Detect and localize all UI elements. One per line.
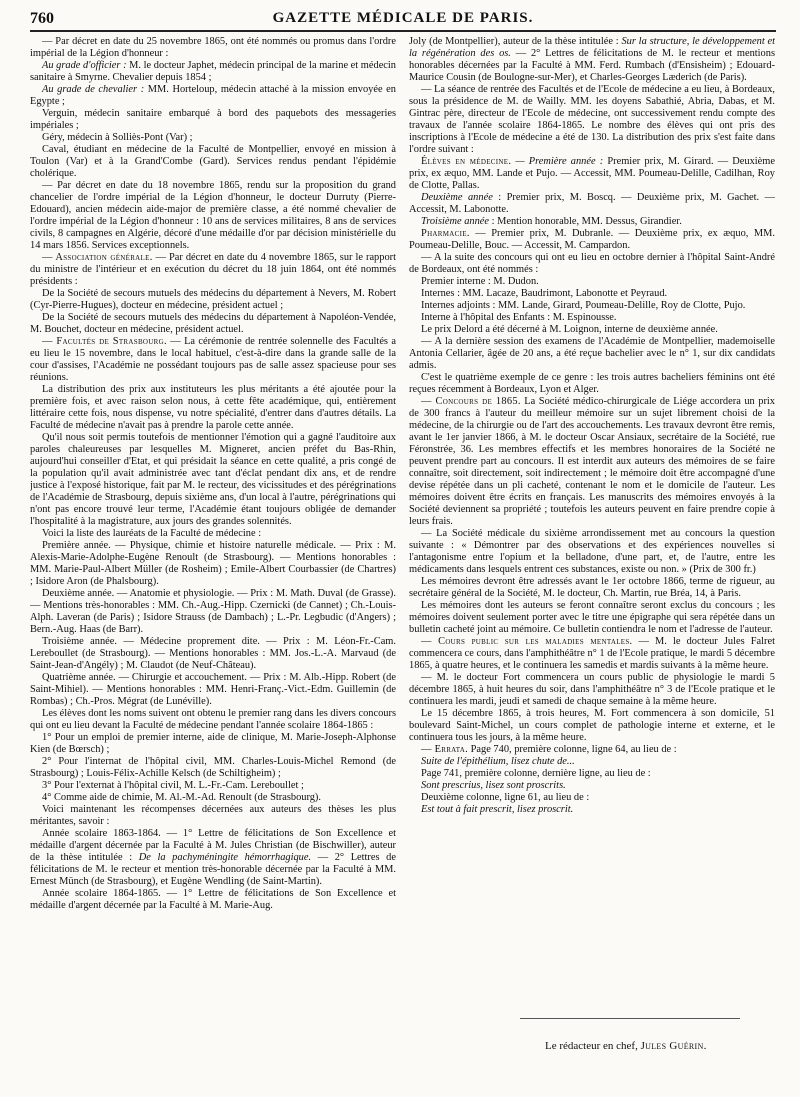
paragraph: Caval, étudiant en médecine de la Faculté de Montpellier, envoyé en mission à Toulon (Var) et à la Grand'Combe (Gard). Services rendus pendant l'épidémie cholérique.	[30, 144, 396, 179]
paragraph: — Par décret en date du 18 novembre 1865, rendu sur la proposition du grand chancelier de l'ordre impérial de la Légion d'honneur, le docteur Durruty (Pierre-Edouard), ancien médecin aide-major de première classe, a été nommé chevalier de l'ordre impérial de la Légion d'honneur : 10 ans de services militaires, 8 ans de services civils, 8 campagnes en Algérie, décoré d'une médaille d'or par décision ministérielle du 14 mars 1856. Services exceptionnels.	[30, 180, 396, 251]
paragraph-text: : Mention honorable, MM. Dessus, Girandier.	[489, 216, 682, 227]
paragraph: — A la dernière session des examens de l'Académie de Montpellier, mademoiselle Antonia Cellarier, âgée de 20 ans, a été reçue bachelier avec le n° 1, sur dix candidats admis.	[409, 336, 775, 371]
thesis-title: De la pachyméningite hémorrhagique.	[138, 852, 312, 863]
paragraph-text: Joly (de Montpellier), auteur de la thèse intitulée :	[409, 36, 622, 47]
page-number: 760	[30, 10, 54, 27]
paragraph: Première année. — Physique, chimie et histoire naturelle médicale. — Prix : M. Alexis-Marie-Adolphe-Eugène Renoult (de Strasbourg). — Mentions honorables : MM. Marie-Paul-Albert Müller (de Rosheim) ; Emile-Albert Courbassier (de Chartres) ; Isidore Aron (de Phalsbourg).	[30, 540, 396, 587]
paragraph	[30, 336, 396, 384]
header-rule	[30, 30, 776, 32]
paragraph	[30, 252, 396, 288]
paragraph: Premier interne : M. Dudon.	[421, 276, 539, 287]
section-heading: — Facultés de Strasbourg.	[42, 336, 167, 347]
paragraph: Le 15 décembre 1865, à trois heures, M. Fort commencera à son domicile, 51 boulevard Saint-Michel, un cours complet de pathologie interne et externe, et le continuera tous les jours, à la même heure.	[409, 708, 775, 743]
paragraph: Année scolaire 1864-1865. — 1° Lettre de félicitations de Son Excellence et médaille d'argent décernée par la Faculté à M. Marie-Aug.	[30, 888, 396, 911]
paragraph-text: — Premier prix, M. Dubranle. — Deuxième prix, ex æquo, MM. Poumeau-Delille, Bouc. — Accessit, M. Campardon.	[409, 228, 775, 251]
paragraph-text: — 2° Lettres de félicitations de M. le recteur et mention très-honorable décernée par la Faculté à MM. Ernest Münch (de Strasbourg), et Eugène Wendling (de Saint-Martin).	[30, 852, 396, 887]
paragraph-text: : Premier prix, M. Boscq. — Deuxième prix, M. Gachet. — Accessit, M. Labonotte.	[409, 192, 775, 215]
paragraph: — A la suite des concours qui ont eu lieu en octobre dernier à l'hôpital Saint-André de Bordeaux, ont été nommés :	[409, 252, 775, 275]
errata-line: Deuxième colonne, ligne 61, au lieu de :	[421, 792, 590, 803]
paragraph	[409, 228, 775, 252]
paragraph	[409, 216, 775, 228]
paragraph: — Par décret en date du 25 novembre 1865, ont été nommés ou promus dans l'ordre impérial de la Légion d'honneur :	[30, 36, 396, 59]
paragraph: — La Société médicale du sixième arrondissement met au concours la question suivante : « Démontrer par des observations et des expériences nouvelles si l'antagonisme entre l'opium et la belladone, d'une part, et, de l'autre, entre les médicaments dans lesquels entrent ces substances, existe ou non. » (Prix de 300 fr.)	[409, 528, 775, 575]
section-heading: — Association générale.	[42, 252, 153, 263]
paragraph: Les mémoires devront être adressés avant le 1er octobre 1866, terme de rigueur, au secrétaire général de la Société, M. le docteur, Ch. Martin, rue Bréa, 14, à Paris.	[409, 576, 775, 599]
paragraph: Deuxième année. — Anatomie et physiologie. — Prix : M. Math. Duval (de Grasse). — Mentions très-honorables : MM. Ch.-Aug.-Hipp. Czernicki (de Cannet) ; Ch.-Louis-Alph. Laveran (de Paris) ; Isidore Strauss (de Dambach) ; L.-Pr. Legbudic (d'Angers) ; Bern.-Aug. Haas (de Barr).	[30, 588, 396, 635]
paragraph-text: — Par décret en date du 4 novembre 1865, sur le rapport du ministre de l'intérieur et en exécution du décret du 18 juin 1864, ont été nommés présidents :	[30, 252, 396, 287]
paragraph	[409, 636, 775, 672]
errata-line: Est tout à fait prescrit, lisez proscrit.	[421, 804, 574, 815]
paragraph: Quatrième année. — Chirurgie et accouchement. — Prix : M. Alb.-Hipp. Robert (de Saint-Mihiel). — Mentions honorables : MM. Henri-Franç.-Vict.-Edm. Guillemin (de Rombas) ; Ch.-Pros. Mégrat (de Lunéville).	[30, 672, 396, 707]
paragraph-text: La Société médico-chirurgicale de Liége accordera un prix de 300 francs à l'auteur du meilleur mémoire sur un sujet librement choisi de la médecine, de la chirurgie ou de l'art des accouchements. Les travaux devront être remis, avant le 1er janvier 1866, à M. le docteur Oscar Ansiaux, secrétaire de la Société, rue Féronstrée, 36. Les membres effectifs et les membres honoraires de la Société ne peuvent prendre part au concours. Il est interdit aux auteurs des mémoires de se faire connaître, soit directement, soit indirectement ; le mémoire doit être accompagné d'une devise répétée dans un pli cacheté, contenant le nom et le domicile de l'auteur. Les mémoires doivent être écrits en français. Les manuscrits des mémoires envoyés à la Société deviennent sa propriété ; toutefois les auteurs peuvent en faire prendre copie à leurs frais.	[409, 396, 775, 527]
paragraph: Géry, médecin à Solliès-Pont (Var) ;	[42, 132, 193, 143]
running-title: GAZETTE MÉDICALE DE PARIS.	[272, 10, 534, 26]
section-subheading: Deuxième année	[421, 192, 493, 203]
paragraph	[30, 828, 396, 888]
right-column	[409, 36, 775, 1086]
paragraph: Internes adjoints : MM. Lande, Girard, Poumeau-Delille, Roy de Clotte, Pujo.	[421, 300, 746, 311]
paragraph: Verguin, médecin sanitaire embarqué à bord des paquebots des messageries impériales ;	[30, 108, 396, 131]
section-heading: Pharmacie.	[421, 228, 470, 239]
paragraph-text: — La cérémonie de rentrée solennelle des Facultés a eu lieu le 15 novembre, dans le local habituel, c'est-à-dire dans la grande salle de la cour d'assises, l'Académie ne possédant toujours pas de salle assez spacieuse pour ses réunions.	[30, 336, 396, 383]
section-heading: — Errata.	[421, 744, 469, 755]
errata-line: Sont prescrius, lisez sont proscrits.	[421, 780, 566, 791]
signature-prefix: Le rédacteur en chef,	[545, 1040, 638, 1052]
paragraph: Les mémoires dont les auteurs se feront connaître seront exclus du concours ; les mémoires doivent seulement porter avec le titre une épigraphe qui sera répétée dans un bulletin cacheté joint au mémoire. Ce bulletin contiendra le nom et l'adresse de l'auteur.	[409, 600, 775, 635]
paragraph: 2° Pour l'internat de l'hôpital civil, MM. Charles-Louis-Michel Remond (de Strasbourg) ; Louis-Félix-Achille Kelsch (de Schiltigheim) ;	[30, 756, 396, 779]
errata-line: Page 741, première colonne, dernière ligne, au lieu de :	[421, 768, 651, 779]
paragraph: De la Société de secours mutuels des médecins du département à Napoléon-Vendée, M. Bouchet, docteur en médecine, président actuel.	[30, 312, 396, 335]
paragraph: Qu'il nous soit permis toutefois de mentionner l'émotion qui a gagné l'auditoire aux paroles chaleureuses par lesquelles M. Migneret, ancien préfet du Bas-Rhin, aujourd'hui conseiller d'Etat, et qui présidait la séance en cette qualité, a pris congé de la population qu'il avait administrée avec tant d'éclat pendant dix ans, et de rendre justice à l'exposé historique, fait par M. le recteur, des vicissitudes et des pérégrinations de l'Académie de Strasbourg, depuis sixième ans, d'un local à l'autre, pérégrinations qui n'ont pas encore trouvé leur terme, l'Académie étant toujours obligée de demander l'hospitalité à la magistrature, aux jours des grandes solennités.	[30, 432, 396, 527]
paragraph: Voici la liste des lauréats de la Faculté de médecine :	[42, 528, 262, 539]
paragraph: De la Société de secours mutuels des médecins du département à Nevers, M. Robert (Cyr-Pierre-Hugues), docteur en médecine, président actuel ;	[30, 288, 396, 311]
paragraph	[30, 60, 396, 84]
paragraph-text: Premier prix, M. Girard. — Deuxième prix, ex æquo, MM. Lande et Pujo. — Accessit, MM. Poumeau-Delille, Cadilhan, Roy de Clotte, Pallas.	[409, 156, 775, 191]
thesis-title: Sur la structure, le développement et la régénération des os.	[409, 36, 775, 59]
errata-line: Suite de l'épithélium, lisez chute de...	[421, 756, 575, 767]
paragraph	[30, 84, 396, 108]
section-heading: Élèves en médecine.	[421, 156, 512, 167]
paragraph	[409, 156, 775, 192]
paragraph: Les élèves dont les noms suivent ont obtenu le premier rang dans les divers concours qui ont eu lieu devant la Faculté de médecine pendant l'année scolaire 1864-1865 :	[30, 708, 396, 731]
paragraph: La distribution des prix aux instituteurs les plus méritants a été ajoutée pour la première fois, et avec raison selon nous, à cette fête académique, qui, entièrement littéraire cette fois, nous dispense, vu notre spécialité, d'entrer dans d'autres détails. La Faculté de médecine n'avait pas à prendre la parole cette année.	[30, 384, 396, 431]
paragraph: 4° Comme aide de chimie, M. Al.-M.-Ad. Renoult (de Strasbourg).	[42, 792, 321, 803]
paragraph: Internes : MM. Lacaze, Baudrimont, Labonotte et Peyraud.	[421, 288, 668, 299]
signature-rule	[520, 1018, 740, 1019]
section-heading: — Cours public sur les maladies mentales.	[421, 636, 633, 647]
paragraph: Voici maintenant les récompenses décernées aux auteurs des thèses les plus méritantes, savoir :	[30, 804, 396, 827]
section-heading: Au grade d'officier :	[42, 60, 127, 71]
paragraph: 1° Pour un emploi de premier interne, aide de clinique, M. Marie-Joseph-Alphonse Kien (de Bœrsch) ;	[30, 732, 396, 755]
paragraph	[409, 744, 775, 756]
paragraph: C'est le quatrième exemple de ce genre : les trois autres bacheliers féminins ont été reçues récemment à Bordeaux, Lyon et Alger.	[409, 372, 775, 395]
page-header	[30, 10, 776, 30]
paragraph-text: Année scolaire 1863-1864. — 1° Lettre de félicitations de Son Excellence et médaille d'argent décernée par la Faculté à M. Jules Christian (de Bischwiller), auteur de la thèse intitulée :	[30, 828, 396, 863]
left-column	[30, 36, 396, 1086]
paragraph	[409, 36, 775, 84]
paragraph: Le prix Delord a été décerné à M. Loignon, interne de deuxième année.	[421, 324, 718, 335]
paragraph: Troisième année. — Médecine proprement dite. — Prix : M. Léon-Fr.-Cam. Lereboullet (de Strasbourg). — Mentions honorables : MM. Jos.-L.-A. Marvaud (de Saint-Jean-d'Angély) ; M. Claudot (de Neuf-Château).	[30, 636, 396, 671]
section-heading: Au grade de chevalier :	[42, 84, 145, 95]
paragraph	[409, 192, 775, 216]
section-heading: — Concours de 1865.	[421, 396, 521, 407]
editor-signature	[545, 1040, 707, 1052]
paragraph-text: — 2° Lettres de félicitations de M. le recteur et mentions honorables décernées par la Faculté à MM. Ferd. Rumbach (d'Ensisheim) ; Edouard-Maurice Cousin (de Boulogne-sur-Mer), et Charles-Georges Læderich (de Paris).	[409, 48, 775, 83]
paragraph	[409, 396, 775, 528]
paragraph-text: M. le docteur Japhet, médecin principal de la marine et médecin sanitaire à Smyrne. Chevalier depuis 1854 ;	[30, 60, 396, 83]
paragraph: — La séance de rentrée des Facultés et de l'Ecole de médecine a eu lieu, à Bordeaux, sous la présidence de M. de Wailly. MM. les doyens Sabathié, Abria, Dabas, et M. Gintrac père, directeur de l'Ecole de médecine, ont successivement rendu compte des travaux de l'année scolaire 1864-1865. Le nombre des élèves qui ont pris des inscriptions à l'Ecole de médecine a été de 130. La distribution des prix s'est faite dans l'ordre suivant :	[409, 84, 775, 155]
paragraph: — M. le docteur Fort commencera un cours public de physiologie le mardi 5 décembre 1865, à huit heures du soir, dans l'amphithéâtre n° 3 de l'Ecole pratique et le continuera les mardi, jeudi et samedi de chaque semaine à la même heure.	[409, 672, 775, 707]
paragraph-text: MM. Horteloup, médecin attaché à la mission envoyée en Egypte ;	[30, 84, 396, 107]
section-subheading: — Première année :	[511, 156, 604, 167]
paragraph: Interne à l'hôpital des Enfants : M. Espinousse.	[421, 312, 617, 323]
paragraph: 3° Pour l'externat à l'hôpital civil, M. L.-Fr.-Cam. Lereboullet ;	[42, 780, 304, 791]
paragraph-text: — M. le docteur Jules Falret commencera ce cours, dans l'amphithéâtre n° 1 de l'Ecole pratique, le mardi 5 décembre 1865, à quatre heures, et le continuera les samedis et mardis suivants à la même heure.	[409, 636, 775, 671]
signature-name: Jules Guérin.	[640, 1040, 707, 1052]
section-subheading: Troisième année	[421, 216, 490, 227]
paragraph-text: Page 740, première colonne, ligne 64, au lieu de :	[468, 744, 677, 755]
